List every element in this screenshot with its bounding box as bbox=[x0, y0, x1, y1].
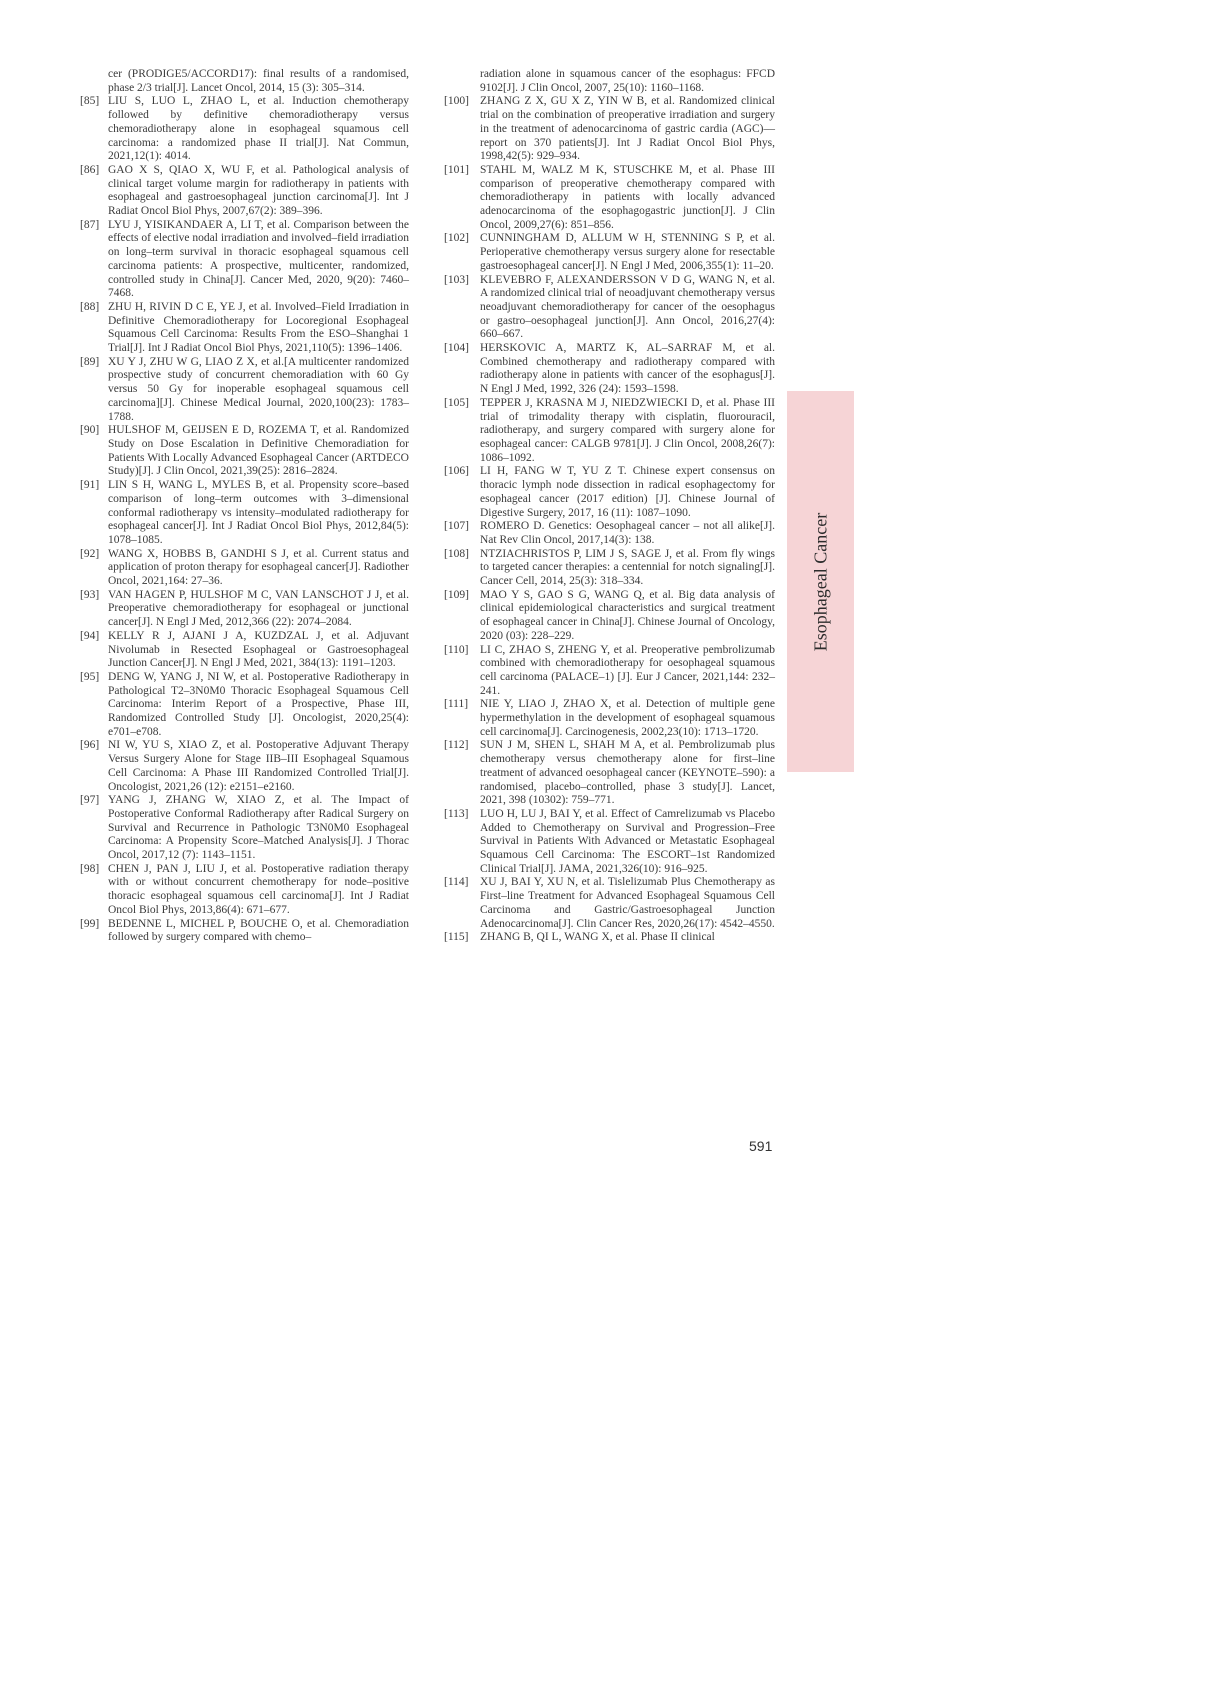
reference-number: [89] bbox=[80, 355, 100, 368]
reference-item bbox=[80, 739, 409, 794]
reference-item bbox=[444, 548, 775, 589]
reference-item bbox=[444, 698, 775, 739]
reference-text: SUN J M, SHEN L, SHAH M A, et al. Pembrolizumab plus chemotherapy versus chemotherapy alone for first–line treatment of advanced oesophageal cancer (KEYNOTE–590): a randomised, placebo–controlled, phase 3 study[J]. Lancet, 2021, 398 (10302): 759–771. bbox=[480, 739, 775, 807]
reference-item bbox=[80, 671, 409, 740]
reference-item bbox=[444, 465, 775, 520]
references-right-column bbox=[444, 68, 775, 945]
section-label: Esophageal Cancer bbox=[810, 512, 830, 651]
reference-text: BEDENNE L, MICHEL P, BOUCHE O, et al. Chemoradiation followed by surgery compared with chemo– bbox=[108, 917, 409, 944]
reference-number: [113] bbox=[444, 807, 469, 820]
reference-text: LIU S, LUO L, ZHAO L, et al. Induction chemotherapy followed by definitive chemoradiotherapy versus chemoradiotherapy alone in esophageal squamous cell carcinoma: a randomized phase II trial[J]. Nat Commun, 2021,12(1): 4014. bbox=[108, 95, 409, 163]
reference-text: STAHL M, WALZ M K, STUSCHKE M, et al. Phase III comparison of preoperative chemotherapy compared with chemoradiotherapy in patients with locally advanced adenocarcinoma of the esophagogastric junction[J]. J Clin Oncol, 2009,27(6): 851–856. bbox=[480, 163, 775, 231]
reference-text: WANG X, HOBBS B, GANDHI S J, et al. Current status and application of proton therapy for esophageal cancer[J]. Radiother Oncol, 2021,164: 27–36. bbox=[108, 547, 409, 588]
reference-item bbox=[80, 68, 409, 95]
reference-item bbox=[80, 356, 409, 425]
reference-item bbox=[444, 274, 775, 343]
reference-item bbox=[80, 424, 409, 479]
reference-text: ZHU H, RIVIN D C E, YE J, et al. Involved–Field Irradiation in Definitive Chemoradiotherapy for Locoregional Esophageal Squamous Cell Carcinoma: Results From the ESO–Shanghai 1 Trial[J]. Int J Radiat Oncol Biol Phys, 2021,110(5): 1396–1406. bbox=[108, 300, 409, 355]
reference-item bbox=[444, 95, 775, 164]
reference-text: ZHANG Z X, GU X Z, YIN W B, et al. Randomized clinical trial on the combination of preoperative irradiation and surgery in the treatment of adenocarcinoma of gastric cardia (AGC)––report on 370 patients[J]. Int J Radiat Oncol Biol Phys, 1998,42(5): 929–934. bbox=[480, 95, 775, 163]
reference-number: [92] bbox=[80, 547, 100, 560]
reference-item bbox=[444, 931, 775, 945]
reference-text: LUO H, LU J, BAI Y, et al. Effect of Camrelizumab vs Placebo Added to Chemotherapy on Survival and Progression–Free Survival in Patients With Advanced or Metastatic Esophageal Squamous Cell Carcinoma: The ESCORT–1st Randomized Clinical Trial[J]. JAMA, 2021,326(10): 916–925. bbox=[480, 807, 775, 875]
reference-item bbox=[80, 164, 409, 219]
reference-text: VAN HAGEN P, HULSHOF M C, VAN LANSCHOT J J, et al. Preoperative chemoradiotherapy for esophageal or junctional cancer[J]. N Engl J Med, 2012,366 (22): 2074–2084. bbox=[108, 588, 409, 629]
reference-item bbox=[80, 548, 409, 589]
reference-number: [104] bbox=[444, 342, 469, 355]
reference-item bbox=[444, 397, 775, 466]
reference-number: [100] bbox=[444, 95, 469, 108]
reference-number: [112] bbox=[444, 739, 469, 752]
reference-item bbox=[80, 219, 409, 301]
reference-text: MAO Y S, GAO S G, WANG Q, et al. Big data analysis of clinical epidemiological characteristics and surgical treatment of esophageal cancer in China[J]. Chinese Journal of Oncology, 2020 (03): 228–229. bbox=[480, 588, 775, 642]
references-left-column bbox=[80, 68, 409, 945]
reference-item bbox=[444, 342, 775, 397]
reference-number: [114] bbox=[444, 876, 469, 889]
reference-text: YANG J, ZHANG W, XIAO Z, et al. The Impact of Postoperative Conformal Radiotherapy after Radical Surgery on Survival and Recurrence in Pathologic T3N0M0 Esophageal Carcinoma: A Propensity Score–Matched Analysis[J]. J Thorac Oncol, 2017,12 (7): 1143–1151. bbox=[108, 794, 409, 862]
reference-number: [98] bbox=[80, 862, 100, 875]
reference-text: CUNNINGHAM D, ALLUM W H, STENNING S P, et al. Perioperative chemotherapy versus surgery alone for resectable gastroesophageal cancer[J]. N Engl J Med, 2006,355(1): 11–20. bbox=[480, 232, 775, 272]
reference-number: [102] bbox=[444, 232, 469, 245]
reference-number: [106] bbox=[444, 465, 469, 478]
reference-item bbox=[80, 301, 409, 356]
reference-number: [87] bbox=[80, 218, 100, 231]
reference-number: [99] bbox=[80, 917, 100, 930]
reference-number: [115] bbox=[444, 931, 469, 944]
reference-text: HERSKOVIC A, MARTZ K, AL–SARRAF M, et al. Combined chemotherapy and radiotherapy compared with radiotherapy alone in patients with cancer of the esophagus[J]. N Engl J Med, 1992, 326 (24): 1593–1598. bbox=[480, 342, 775, 396]
reference-text: XU Y J, ZHU W G, LIAO Z X, et al.[A multicenter randomized prospective study of concurrent chemoradiation with 60 Gy versus 50 Gy for inoperable esophageal squamous cell carcinoma][J]. Chinese Medical Journal, 2020,100(23): 1783–1788. bbox=[108, 355, 409, 423]
reference-text: NIE Y, LIAO J, ZHAO X, et al. Detection of multiple gene hypermethylation in the development of esophageal squamous cell carcinoma[J]. Carcinogenesis, 2002,23(10): 1713–1720. bbox=[480, 698, 775, 738]
reference-item bbox=[444, 644, 775, 699]
reference-number: [111] bbox=[444, 698, 469, 711]
reference-text: ZHANG B, QI L, WANG X, et al. Phase II clinical bbox=[480, 931, 715, 944]
reference-text: LI C, ZHAO S, ZHENG Y, et al. Preoperative pembrolizumab combined with chemoradiotherapy for oesophageal squamous cell carcinoma (PALACE–1) [J]. Eur J Cancer, 2021,144: 232–241. bbox=[480, 643, 775, 697]
reference-number: [94] bbox=[80, 629, 100, 642]
reference-text: TEPPER J, KRASNA M J, NIEDZWIECKI D, et al. Phase III trial of trimodality therapy with cisplatin, fluorouracil, radiotherapy, and surgery compared with surgery alone for esophageal cancer: CALGB 9781[J]. J Clin Oncol, 2008,26(7): 1086–1092. bbox=[480, 396, 775, 464]
reference-number: [96] bbox=[80, 739, 100, 752]
reference-number: [95] bbox=[80, 670, 100, 683]
reference-number: [90] bbox=[80, 424, 100, 437]
reference-item bbox=[444, 68, 775, 95]
reference-item bbox=[444, 808, 775, 877]
reference-number: [103] bbox=[444, 273, 469, 286]
reference-item bbox=[80, 918, 409, 945]
reference-number: [105] bbox=[444, 396, 469, 409]
reference-text: ROMERO D. Genetics: Oesophageal cancer – not all alike[J]. Nat Rev Clin Oncol, 2017,14(3): 138. bbox=[480, 520, 775, 546]
reference-item bbox=[444, 739, 775, 808]
reference-item bbox=[444, 520, 775, 547]
reference-item bbox=[444, 232, 775, 273]
reference-number: [97] bbox=[80, 794, 100, 807]
reference-number: [86] bbox=[80, 163, 100, 176]
reference-text: NI W, YU S, XIAO Z, et al. Postoperative Adjuvant Therapy Versus Surgery Alone for Stage IIB–III Esophageal Squamous Cell Carcinoma: A Phase III Randomized Controlled Trial[J]. Oncologist, 2021,26 (12): e2151–e2160. bbox=[108, 739, 409, 793]
reference-text: KLEVEBRO F, ALEXANDERSSON V D G, WANG N, et al. A randomized clinical trial of neoadjuvant chemotherapy versus neoadjuvant chemoradiotherapy for cancer of the oesophagus or gastro–oesophageal junction[J]. Ann Oncol, 2016,27(4): 660–667. bbox=[480, 273, 775, 341]
reference-item bbox=[80, 95, 409, 164]
reference-item bbox=[444, 876, 775, 931]
page-number: 591 bbox=[749, 1138, 773, 1154]
reference-text: NTZIACHRISTOS P, LIM J S, SAGE J, et al. From fly wings to targeted cancer therapies: a centennial for notch signaling[J]. Cancer Cell, 2014, 25(3): 318–334. bbox=[480, 547, 775, 588]
reference-item bbox=[80, 863, 409, 918]
reference-item bbox=[444, 589, 775, 644]
reference-text: GAO X S, QIAO X, WU F, et al. Pathological analysis of clinical target volume margin for radiotherapy in patients with esophageal and gastroesophageal junction carcinoma[J]. Int J Radiat Oncol Biol Phys, 2007,67(2): 389–396. bbox=[108, 163, 409, 218]
reference-text: LIN S H, WANG L, MYLES B, et al. Propensity score–based comparison of long–term outcomes with 3–dimensional conformal radiotherapy vs intensity–modulated radiotherapy for esophageal cancer[J]. Int J Radiat Oncol Biol Phys, 2012,84(5): 1078–1085. bbox=[108, 479, 409, 546]
reference-text: LI H, FANG W T, YU Z T. Chinese expert consensus on thoracic lymph node dissection in radical esophagectomy for esophageal cancer (2017 edition) [J]. Chinese Journal of Digestive Surgery, 2017, 16 (11): 1087–1090. bbox=[480, 465, 775, 519]
reference-number: [107] bbox=[444, 520, 469, 533]
reference-item bbox=[80, 589, 409, 630]
reference-number: [110] bbox=[444, 643, 469, 656]
reference-item bbox=[80, 479, 409, 548]
reference-text: CHEN J, PAN J, LIU J, et al. Postoperative radiation therapy with or without concurrent chemotherapy for node–positive thoracic esophageal squamous cell carcinoma[J]. Int J Radiat Oncol Biol Phys, 2013,86(4): 671–677. bbox=[108, 862, 409, 916]
reference-number: [93] bbox=[80, 588, 100, 601]
reference-text: LYU J, YISIKANDAER A, LI T, et al. Comparison between the effects of elective nodal irradiation and involved–field irradiation on long–term survival in thoracic esophageal squamous cell carcinoma patients: A prospective, multicenter, randomized, controlled study in China[J]. Cancer Med, 2020, 9(20): 7460–7468. bbox=[108, 218, 409, 300]
reference-text: radiation alone in squamous cancer of the esophagus: FFCD 9102[J]. J Clin Oncol, 2007, 25(10): 1160–1168. bbox=[480, 68, 775, 94]
reference-item bbox=[80, 630, 409, 671]
reference-number: [109] bbox=[444, 588, 469, 601]
reference-text: KELLY R J, AJANI J A, KUZDZAL J, et al. Adjuvant Nivolumab in Resected Esophageal or Gastroesophageal Junction Cancer[J]. N Engl J Med, 2021, 384(13): 1191–1203. bbox=[108, 629, 409, 670]
reference-number: [85] bbox=[80, 95, 100, 108]
reference-number: [88] bbox=[80, 300, 100, 313]
reference-text: XU J, BAI Y, XU N, et al. Tislelizumab Plus Chemotherapy as First–line Treatment for Advanced Esophageal Squamous Cell Carcinoma and Gastric/Gastroesophageal Junction Adenocarcinoma[J]. Clin Cancer Res, 2020,26(17): 4542–4550. bbox=[480, 876, 775, 930]
reference-text: DENG W, YANG J, NI W, et al. Postoperative Radiotherapy in Pathological T2–3N0M0 Thoracic Esophageal Squamous Cell Carcinoma: Interim Report of a Prospective, Phase III, Randomized Controlled Study [J]. Oncologist, 2020,25(4): e701–e708. bbox=[108, 670, 409, 738]
reference-number: [108] bbox=[444, 547, 469, 560]
reference-text: cer (PRODIGE5/ACCORD17): final results of a randomised, phase 2/3 trial[J]. Lancet Oncol, 2014, 15 (3): 305–314. bbox=[108, 68, 409, 94]
reference-number: [91] bbox=[80, 479, 100, 492]
reference-item bbox=[80, 794, 409, 863]
reference-item bbox=[444, 164, 775, 233]
reference-text: HULSHOF M, GEIJSEN E D, ROZEMA T, et al. Randomized Study on Dose Escalation in Definitive Chemoradiation for Patients With Locally Advanced Esophageal Cancer (ARTDECO Study)[J]. J Clin Oncol, 2021,39(25): 2816–2824. bbox=[108, 424, 409, 478]
reference-number: [101] bbox=[444, 163, 469, 176]
section-side-tab bbox=[787, 391, 854, 772]
